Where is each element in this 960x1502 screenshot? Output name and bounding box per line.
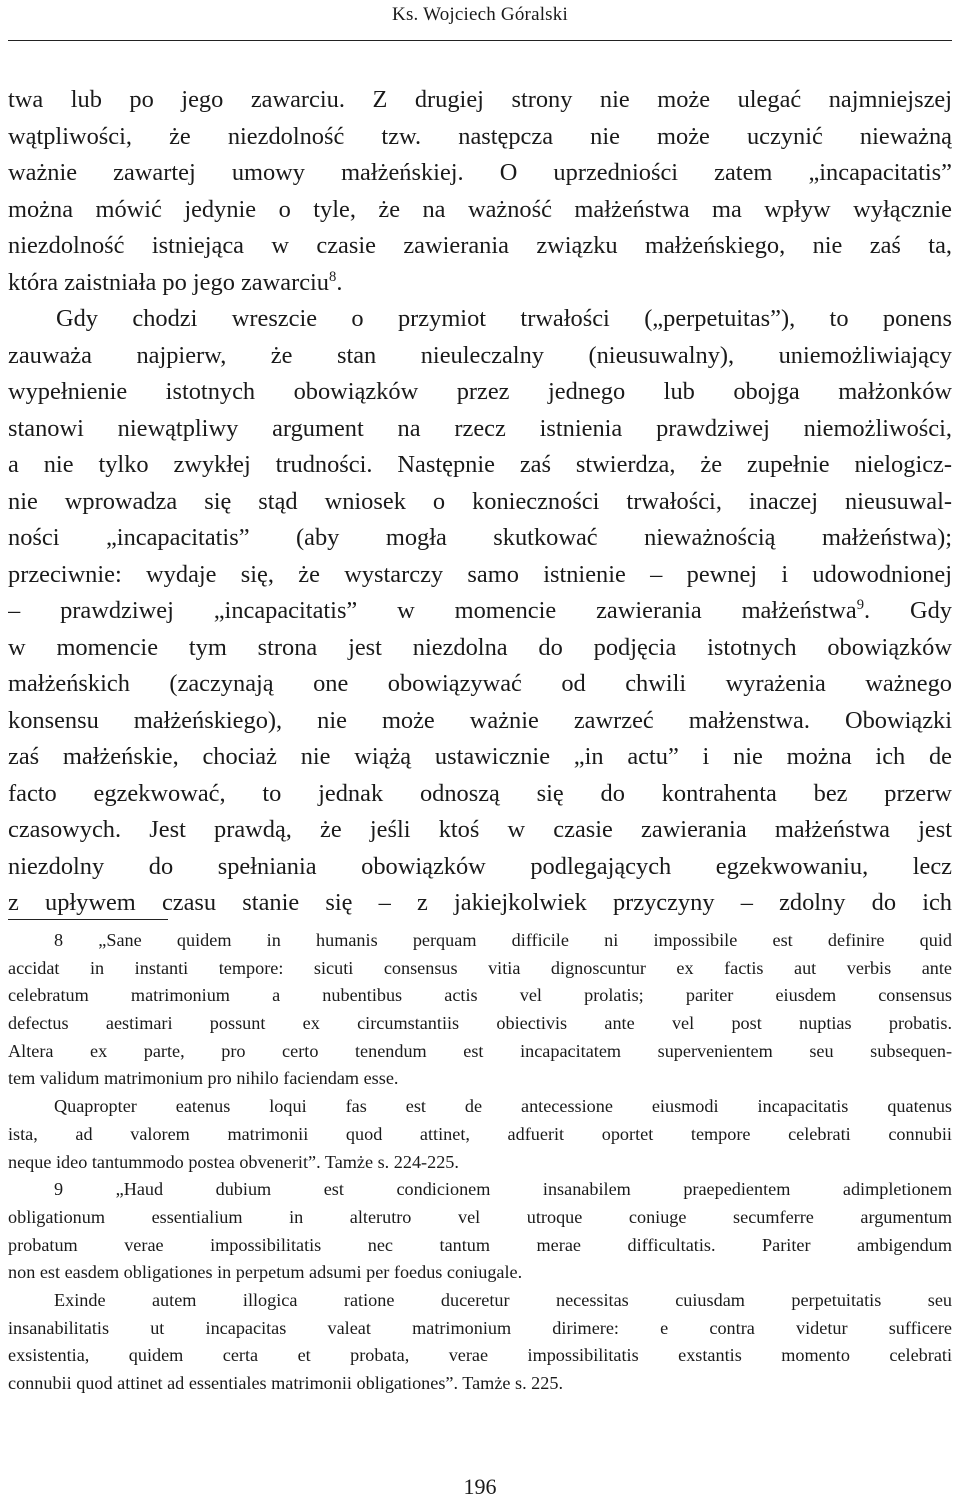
text-line: Gdy chodzi wreszcie o przymiot trwałości („perpetuitas”), to ponens: [56, 305, 952, 332]
footnote-line: celebratum matrimonium a nubentibus actis vel prolatis; pariter eiusdem consensus: [8, 985, 952, 1006]
footnote-line: ista, ad valorem matrimonii quod attinet, adfuerit oportet tempore celebrati connubii: [8, 1123, 952, 1144]
text-line: twa lub po jego zawarciu. Z drugiej strony nie może ulegać najmniejszej: [8, 86, 952, 113]
footnote-line: Exinde autem illogica ratione duceretur necessitas cuiusdam perpetuitatis seu: [54, 1289, 952, 1310]
text-line: facto egzekwować, to jednak odnoszą się do kontrahenta bez przerw: [8, 779, 952, 807]
footnote-line: 8 „Sane quidem in humanis perquam difficile ni impossibile est definire quid: [54, 930, 952, 950]
text-line: czasowych. Jest prawdą, że jeśli ktoś w czasie zawierania małżeństwa jest: [8, 816, 952, 843]
text-line: niezdolność istniejąca w czasie zawierania związku małżeńskiego, nie zaś ta,: [8, 232, 952, 259]
text-line: małżeńskich (zaczynają one obowiązywać od chwili wyrażenia ważnego: [8, 670, 952, 697]
footnote-line: exsistentia, quidem certa et probata, verae impossibilitatis exstantis momento celebrati: [8, 1345, 952, 1366]
text-segment: – prawdziwej „incapacitatis” w momencie zawierania małżeństwa: [8, 597, 857, 624]
text-line: a nie tylko zwykłej trudności. Następnie zaś stwierdza, że zupełnie nielogicz-: [8, 451, 952, 478]
footnote-line: 9 „Haud dubium est condicionem insanabilem praepedientem adimpletionem: [54, 1179, 952, 1200]
footnote-line: Quapropter eatenus loqui fas est de antecessione eiusmodi incapacitatis quatenus: [54, 1096, 952, 1117]
footnotes: [8, 927, 952, 1398]
text-line: zaś małżeńskie, chociaż nie wiążą ustawicznie „in actu” i nie można ich de: [8, 743, 952, 770]
text-line: stanowi niewątpliwy argument na rzecz istnienia prawdziwej niemożliwości,: [8, 414, 952, 442]
footnote-line: connubii quod attinet ad essentiales matrimonii obligationes”. Tamże s. 225.: [8, 1373, 564, 1393]
text-line: w momencie tym strona jest niezdolna do podjęcia istotnych obowiązków: [8, 633, 952, 661]
text-line: [8, 593, 952, 630]
text-line: wypełnienie istotnych obowiązków przez jednego lub obojga małżonków: [8, 378, 952, 405]
text-line: z upływem czasu stanie się – z jakiejkolwiek przyczyny – zdolny do ich: [8, 889, 952, 916]
footnote-line: neque ideo tantummodo postea obvenerit”. Tamże s. 224-225.: [8, 1151, 459, 1172]
text-line: ważnie zawartej umowy małżeńskiej. O uprzedniości zatem „incapacitatis”: [8, 159, 952, 186]
footnote-ref-8[interactable]: 8: [329, 268, 337, 285]
text-line: konsensu małżeńskiego), nie może ważnie zawrzeć małżenstwa. Obowiązki: [8, 706, 952, 734]
text-line: wątpliwości, że niezdolność tzw. następcza nie może uczynić nieważną: [8, 122, 952, 150]
header-rule: [8, 40, 952, 41]
text-line: można mówić jedynie o tyle, że na ważność małżeństwa ma wpływ wyłącznie: [8, 195, 952, 223]
footnote-line: non est easdem obligationes in perpetum adsumi per foedus coniugale.: [8, 1262, 523, 1283]
footnote-line: Altera ex parte, pro certo tenendum est incapacitatem supervenientem seu subsequen-: [8, 1040, 952, 1061]
text-line: zauważa najpierw, że stan nieuleczalny (nieusuwalny), uniemożliwiający: [8, 341, 952, 369]
footnote-line: accidat in instanti tempore: sicuti consensus vitia dignoscuntur ex factis aut verbis ante: [8, 957, 952, 978]
text-segment: .: [336, 268, 343, 296]
text-segment: . Gdy: [864, 597, 952, 624]
running-head: Ks. Wojciech Góralski: [392, 4, 568, 25]
footnote-separator: [8, 919, 168, 920]
text-line: niezdolny do spełniania obowiązków podlegających egzekwowaniu, lecz: [8, 852, 952, 880]
footnote-line: probatum verae impossibilitatis nec tantum merae difficultatis. Pariter ambigendum: [8, 1234, 952, 1255]
footnote-line: insanabilitatis ut incapacitas valeat matrimonium dirimere: e contra videtur sufficere: [8, 1317, 952, 1338]
text-line: [8, 265, 952, 302]
footnote-line: obligationum essentialium in alterutro vel utroque coniuge secumferre argumentum: [8, 1206, 952, 1227]
footnote-line: tem validum matrimonium pro nihilo faciendam esse.: [8, 1068, 399, 1089]
text-line: nie wprowadza się stąd wniosek o konieczności trwałości, inaczej nieusuwal-: [8, 487, 952, 515]
footnote-line: defectus aestimari possunt ex circumstantiis obiectivis ante vel post nuptias probatis.: [8, 1013, 952, 1034]
text-segment: która zaistniała po jego zawarciu: [8, 268, 329, 296]
footnote-ref-9[interactable]: 9: [856, 596, 865, 613]
text-line: ności „incapacitatis” (aby mogła skutkować nieważnością małżeństwa);: [8, 524, 952, 551]
text-line: przeciwnie: wydaje się, że wystarczy samo istnienie – pewnej i udowodnionej: [8, 560, 952, 588]
main-text: [8, 82, 952, 922]
page-number: 196: [463, 1474, 497, 1499]
